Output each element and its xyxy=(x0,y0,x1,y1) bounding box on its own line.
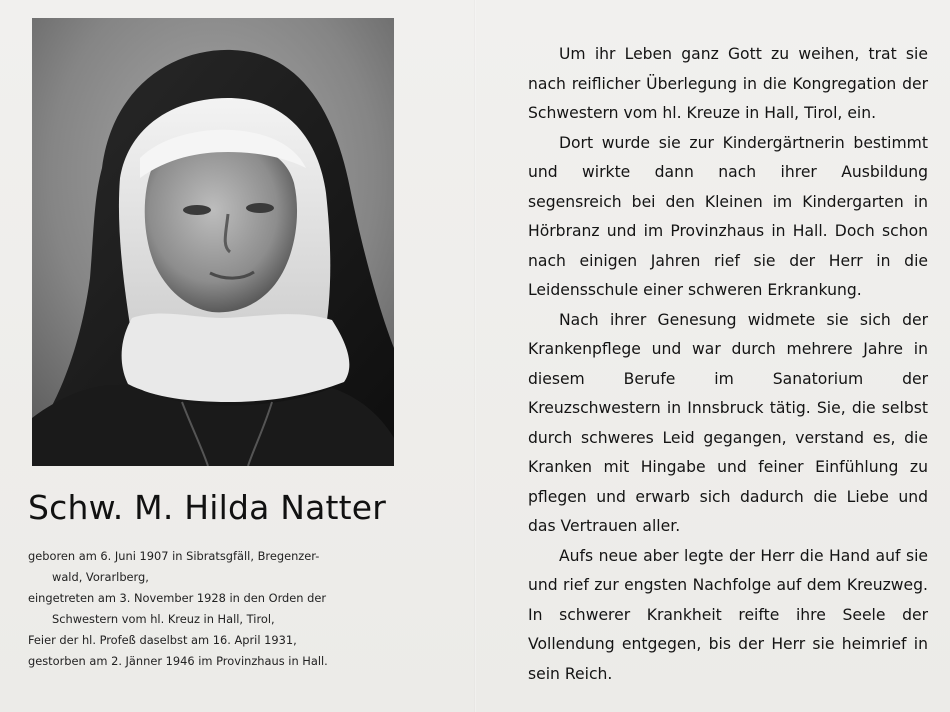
birth-line: geboren am 6. Juni 1907 in Sibratsgfäll, Bregenzer- xyxy=(28,549,320,563)
biographical-details xyxy=(28,546,418,672)
nun-portrait-image xyxy=(32,18,394,466)
paragraph: Aufs neue aber legte der Herr die Hand auf sie und rief zur engsten Nachfolge auf dem Kreuzweg. In schwerer Krankheit reifte ihre Seele der Vollendung entgegen, bis der Herr sie heimrief in sein Reich. xyxy=(528,546,928,683)
paragraph: Dort wurde sie zur Kindergärtnerin bestimmt und wirkte dann nach ihrer Ausbildung segensreich bei den Kleinen im Kindergarten in Hörbranz und im Provinzhaus in Hall. Doch schon nach einigen Jahren rief sie der Herr in die Leidensschule einer schweren Erkrankung. xyxy=(528,133,928,299)
paragraph: Nach ihrer Genesung widmete sie sich der Krankenpflege und war durch mehrere Jahre in diesem Berufe im Sanatorium der Kreuzschwestern in Innsbruck tätig. Sie, die selbst durch schweres Leid gegangen, verstand es, die Kranken mit Hingabe und feiner Einfühlung zu pflegen und erwarb sich dadurch die Liebe und das Vertrauen aller. xyxy=(528,310,928,535)
paragraph: Um ihr Leben ganz Gott zu weihen, trat sie nach reiflicher Überlegung in die Kongregation der Schwestern vom hl. Kreuze in Hall, Tirol, ein. xyxy=(528,45,928,122)
fold-line xyxy=(474,0,476,712)
entry-line: eingetreten am 3. November 1928 in den Orden der xyxy=(28,591,327,605)
memorial-text xyxy=(528,40,928,689)
death-line: gestorben am 2. Jänner 1946 im Provinzhaus in Hall. xyxy=(28,654,328,668)
birth-line-continued: wald, Vorarlberg, xyxy=(52,570,149,584)
entry-line-continued: Schwestern vom hl. Kreuz in Hall, Tirol, xyxy=(52,612,275,626)
vows-line: Feier der hl. Profeß daselbst am 16. April 1931, xyxy=(28,633,297,647)
person-name: Schw. M. Hilda Natter xyxy=(28,488,387,527)
portrait-photo xyxy=(32,18,394,466)
